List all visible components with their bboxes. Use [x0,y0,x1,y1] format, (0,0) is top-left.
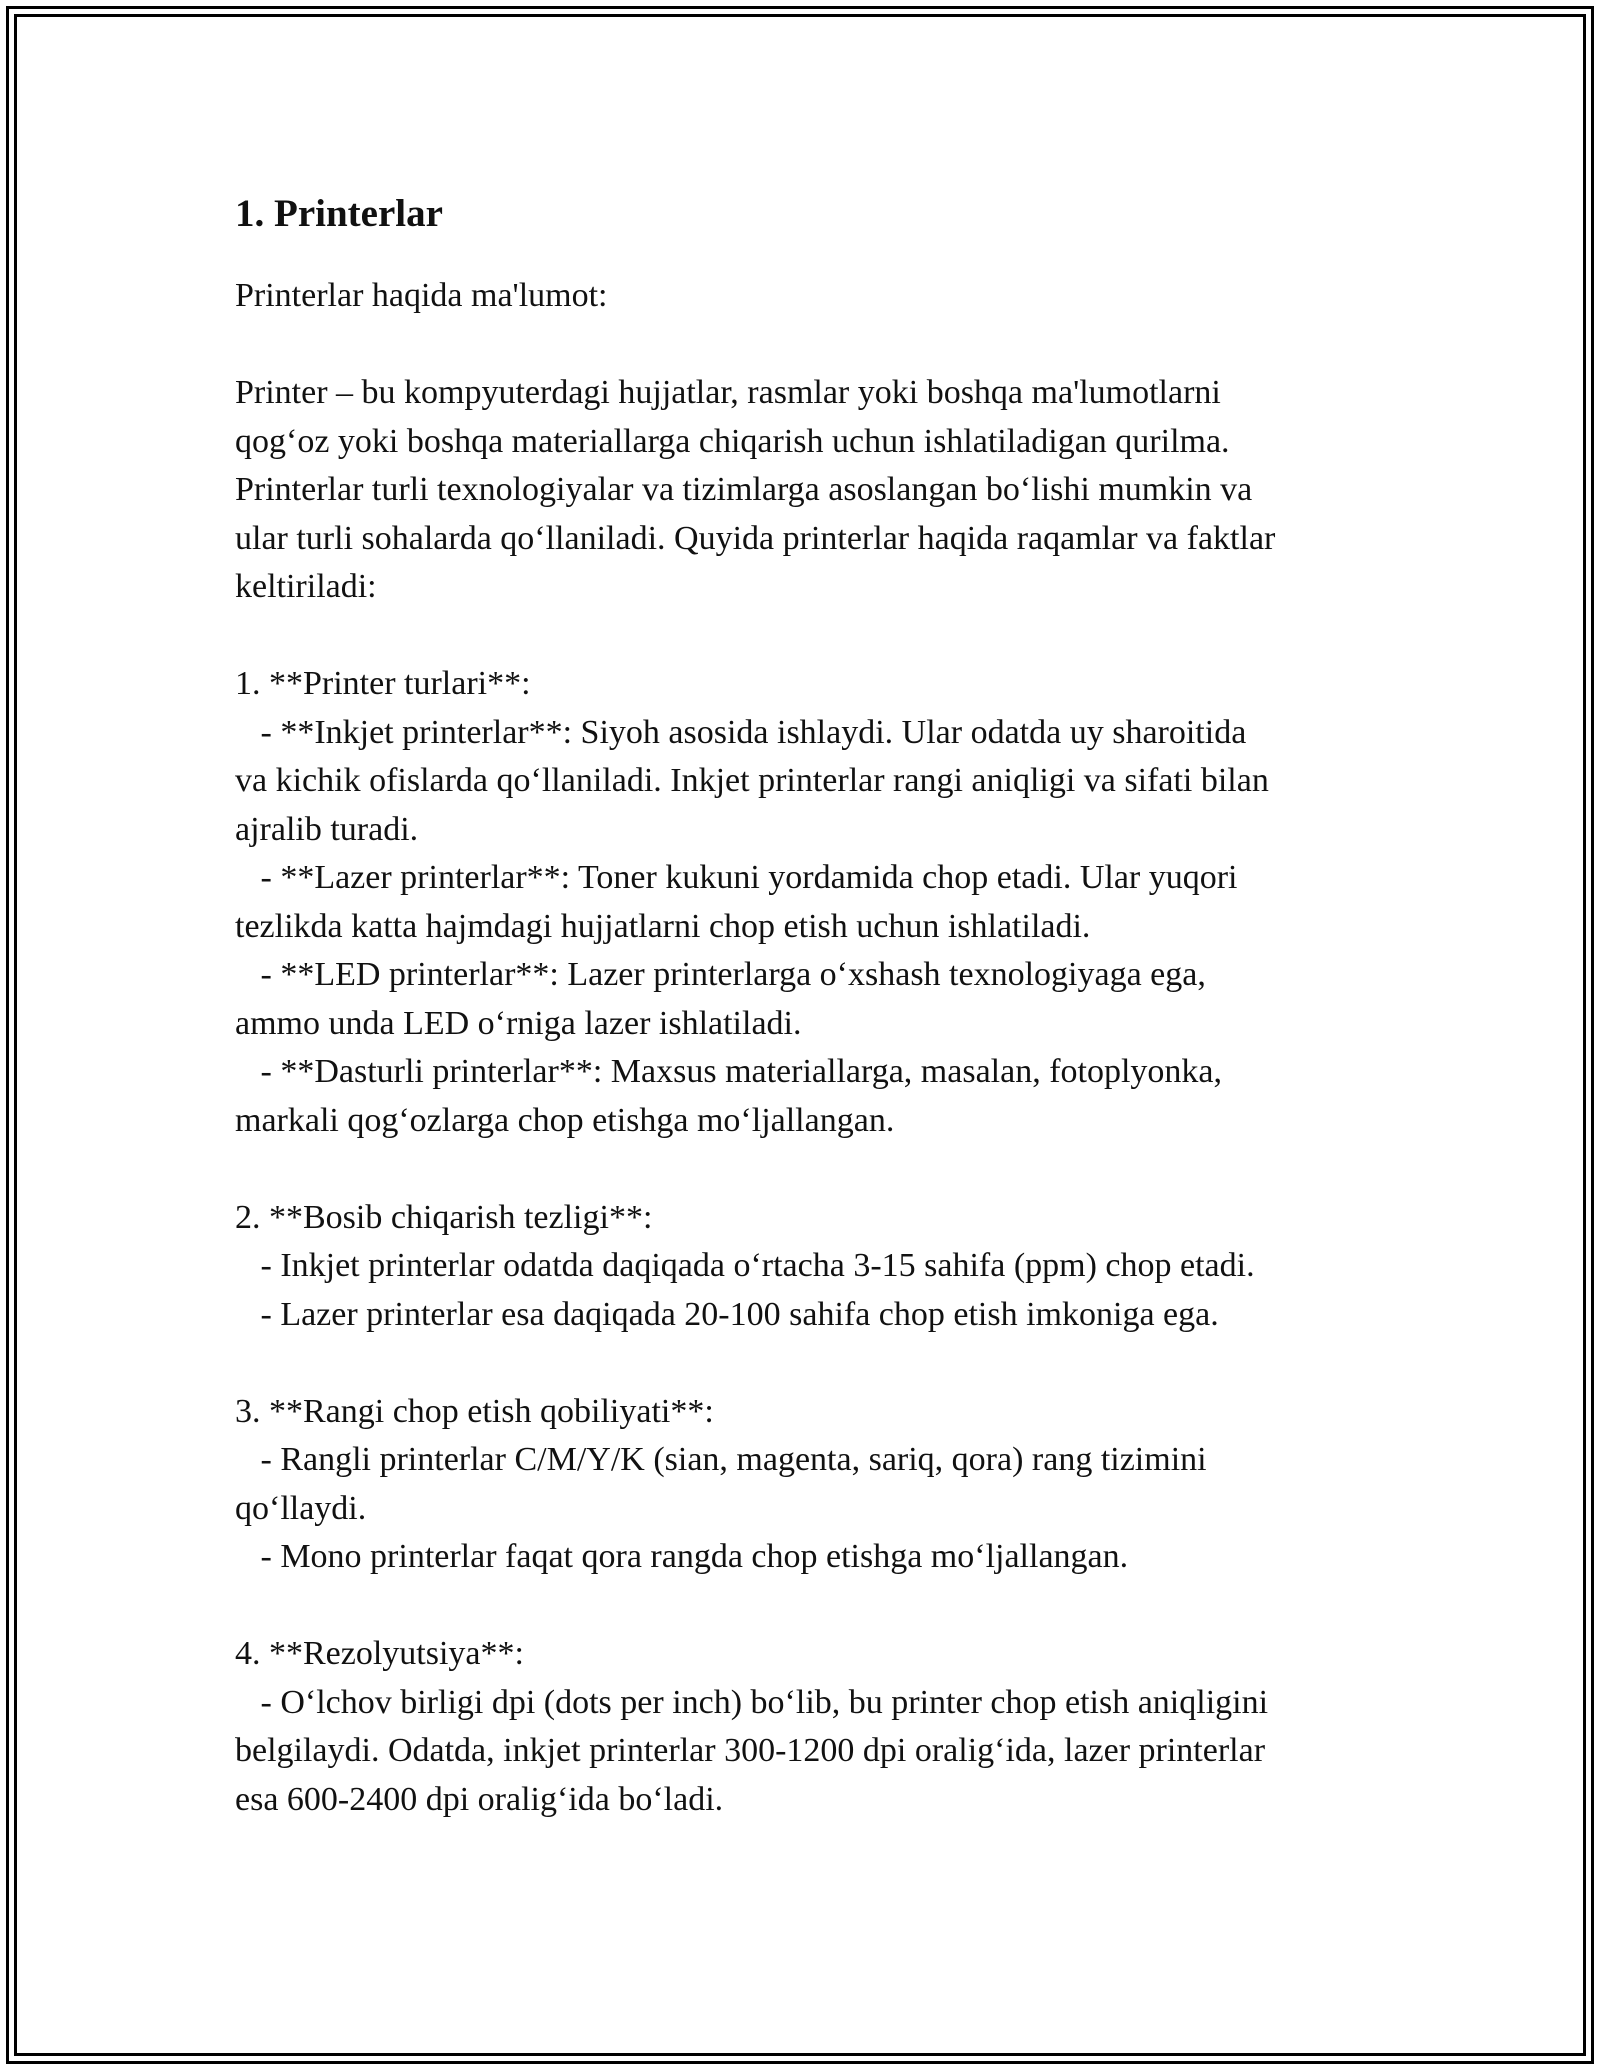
document-body [235,182,1385,1824]
paragraph-gap [235,1145,1385,1194]
intro-paragraph: Printer – bu kompyuterdagi hujjatlar, rasmlar yoki boshqa ma'lumotlarni qog‘oz yoki boshqa materiallarga chiqarish uchun ishlatiladigan qurilma. Printerlar turli texnologiyalar va tizimlarga asoslangan bo‘lishi mumkin va ular turli sohalarda qo‘llaniladi. Quyida printerlar haqida raqamlar va faktlar keltiriladi: [235,374,1276,605]
section-resolution: 4. **Rezolyutsiya**: - O‘lchov birligi dpi (dots per inch) bo‘lib, bu printer chop etish aniqligini belgilaydi. Odatda, inkjet printerlar 300-1200 dpi oralig‘ida, lazer printerlar esa 600-2400 dpi oralig‘ida bo‘ladi. [235,1635,1269,1818]
section-color-capability: 3. **Rangi chop etish qobiliyati**: - Rangli printerlar C/M/Y/K (sian, magenta, sariq, qora) rang tizimini qo‘llaydi. - Mono printerlar faqat qora rangda chop etishga mo‘ljallangan. [235,1392,1207,1575]
lead-paragraph: Printerlar haqida ma'lumot: [235,277,608,314]
paragraph-gap [235,612,1385,661]
paragraph-gap [235,321,1385,370]
section-print-speed: 2. **Bosib chiqarish tezligi**: - Inkjet printerlar odatda daqiqada o‘rtacha 3-15 sahifa (ppm) chop etadi. - Lazer printerlar esa daqiqada 20-100 sahifa chop etish imkoniga ega. [235,1198,1255,1333]
paragraph-gap [235,1339,1385,1388]
document-heading: 1. Printerlar [235,192,443,235]
paragraph-gap [235,1582,1385,1631]
section-printer-types: 1. **Printer turlari**: - **Inkjet printerlar**: Siyoh asosida ishlaydi. Ular odatda uy sharoitida va kichik ofislarda qo‘llaniladi. Inkjet printerlar rangi aniqligi va sifati bilan ajralib turadi. - **Lazer printerlar**: Toner kukuni yordamida chop etadi. Ular yuqori tezlikda katta hajmdagi hujjatlarni chop etish uchun ishlatiladi. - **LED printerlar**: Lazer printerlarga o‘xshash texnologiyaga ega, ammo unda LED o‘rniga lazer ishlatiladi. - **Dasturli printerlar**: Maxsus materiallarga, masalan, fotoplyonka, markali qog‘ozlarga chop etishga mo‘ljallangan. [235,665,1269,1139]
